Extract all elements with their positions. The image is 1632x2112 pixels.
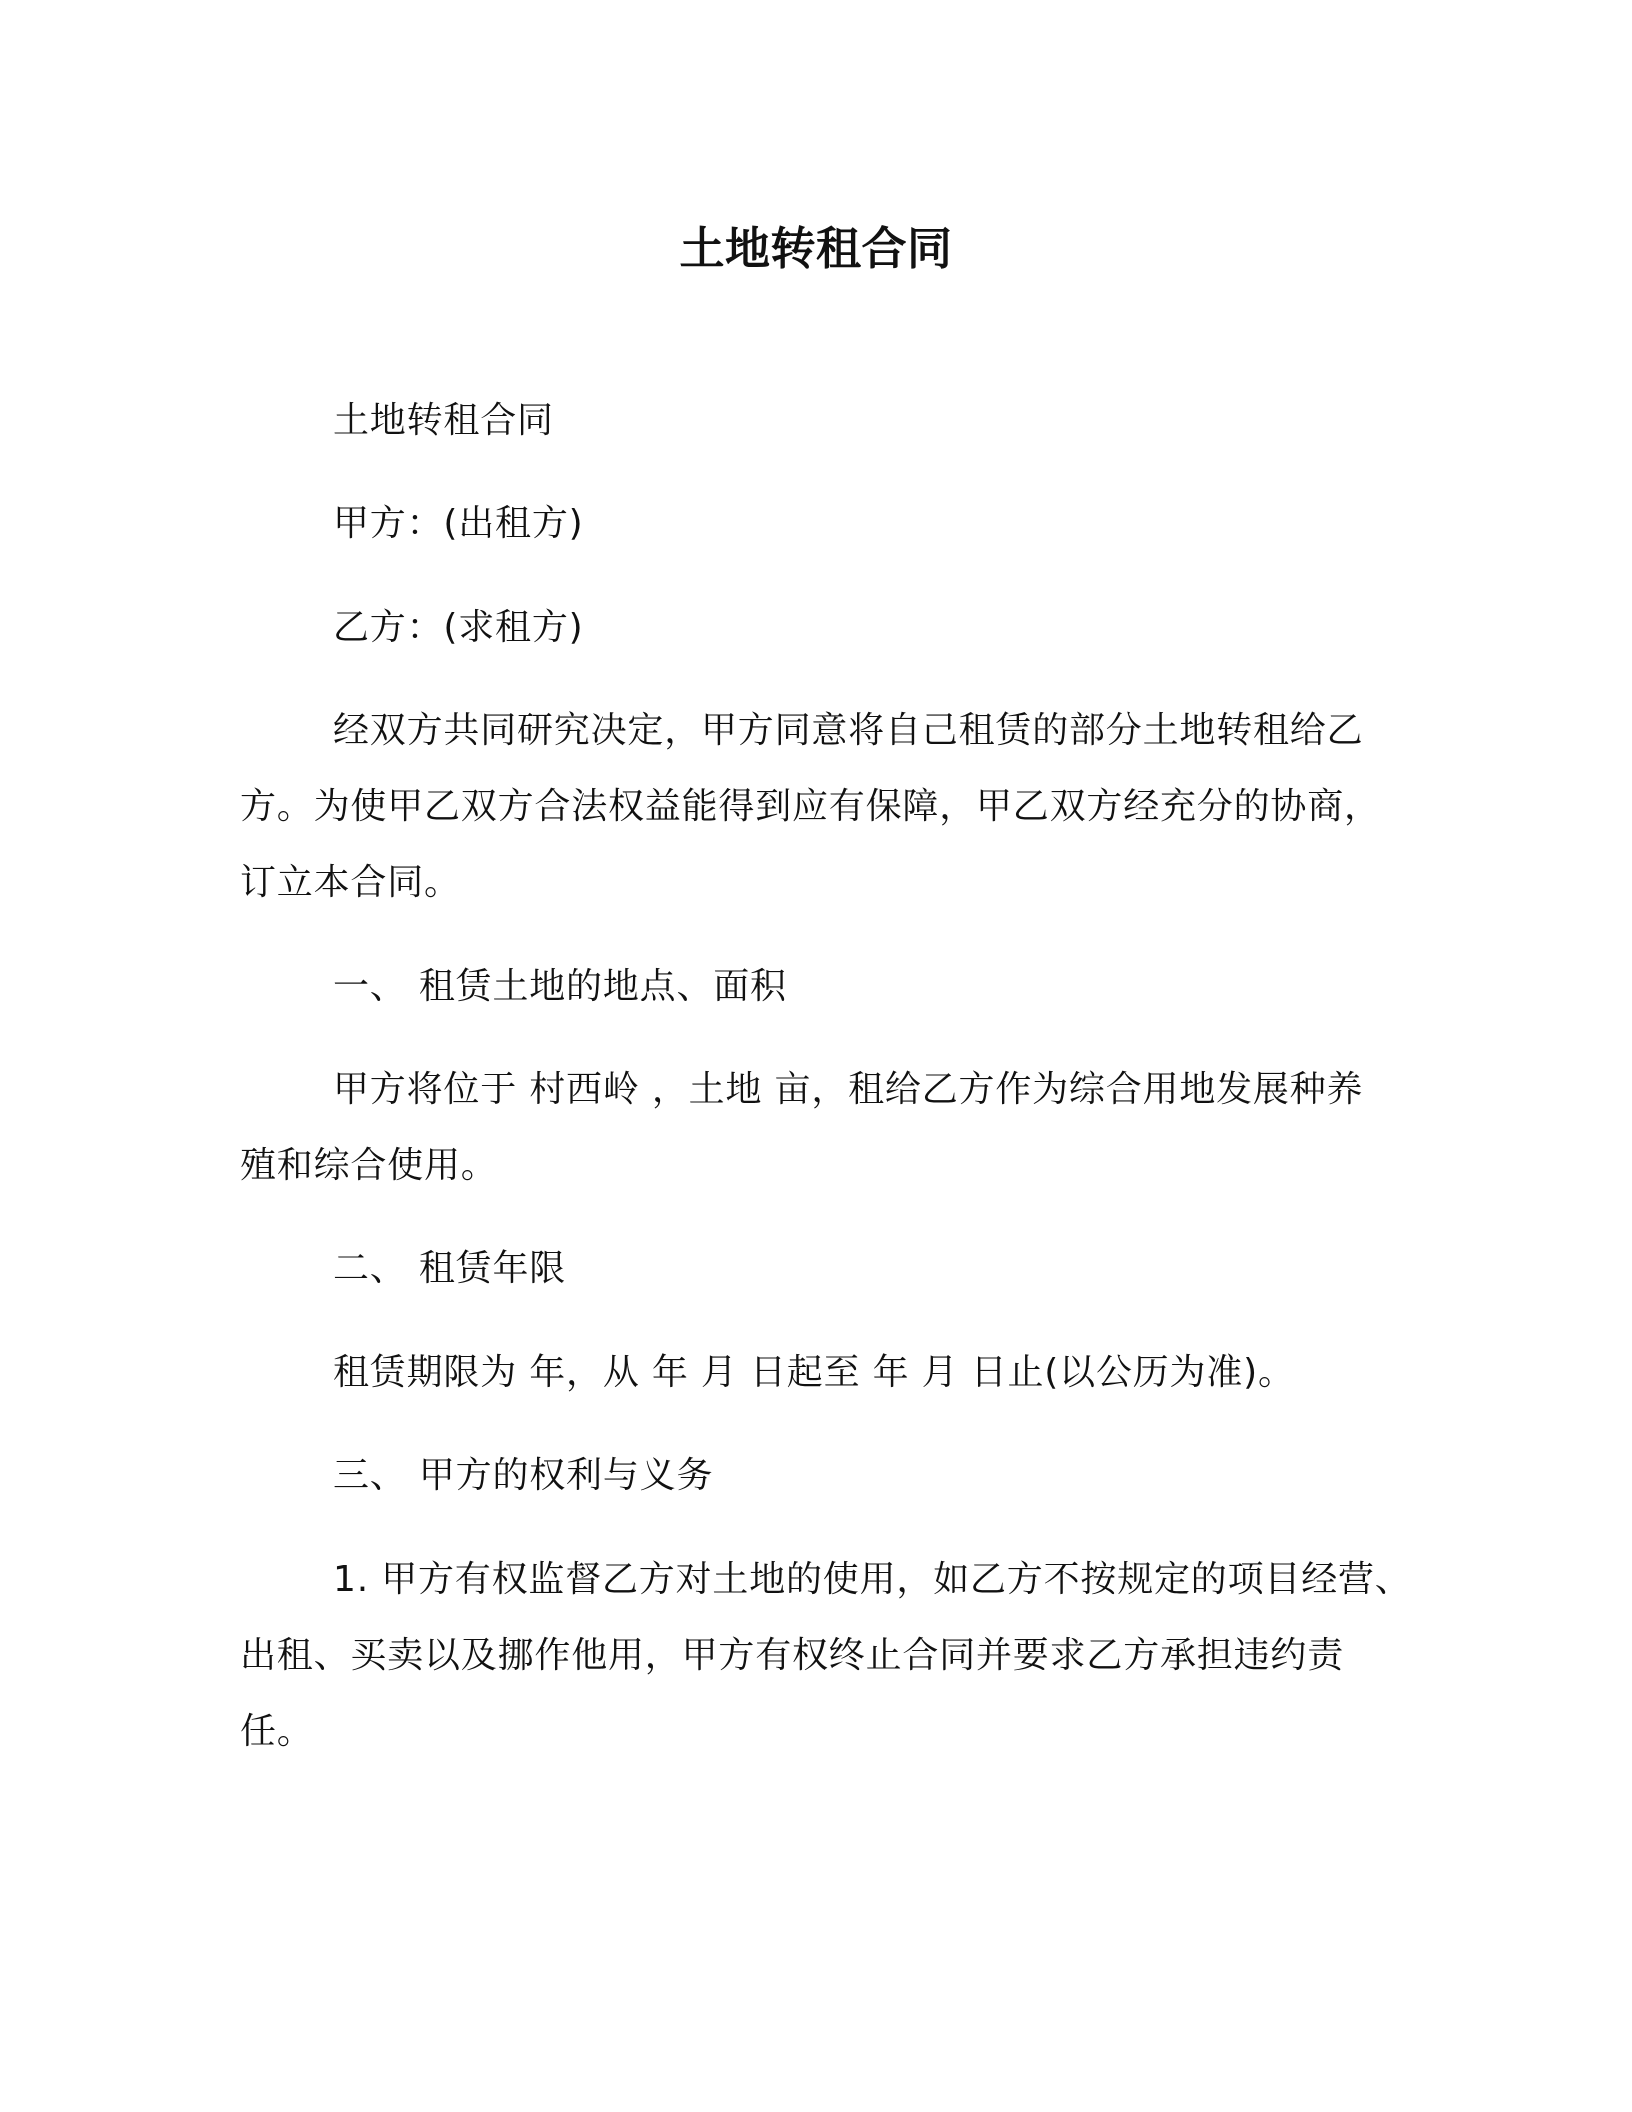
text-line: 二、 租赁年限 — [333, 1248, 567, 1290]
text-line: 任。 — [240, 1710, 314, 1752]
section-1-paragraph — [240, 1052, 1392, 1204]
party-a-line — [240, 486, 1392, 562]
text-line: 订立本合同。 — [240, 862, 461, 904]
section-3-heading — [240, 1438, 1392, 1514]
text-line: 乙方：(求租方) — [333, 606, 584, 648]
section-3-item-1 — [240, 1542, 1412, 1770]
text-line: 1. 甲方有权监督乙方对土地的使用，如乙方不按规定的项目经营、 — [333, 1558, 1412, 1600]
text-line: 出租、买卖以及挪作他用，甲方有权终止合同并要求乙方承担违约责 — [240, 1634, 1345, 1676]
text-line: 一、 租赁土地的地点、面积 — [333, 965, 787, 1007]
section-2-paragraph — [240, 1335, 1392, 1411]
text-line: 三、 甲方的权利与义务 — [333, 1455, 714, 1497]
section-1-heading — [240, 949, 1392, 1025]
text-line: 方。为使甲乙双方合法权益能得到应有保障，甲乙双方经充分的协商， — [240, 786, 1381, 828]
text-line: 殖和综合使用。 — [240, 1144, 498, 1186]
text-line: 租赁期限为 年，从 年 月 日起至 年 月 日止(以公历为准)。 — [333, 1351, 1295, 1393]
text-line: 经双方共同研究决定，甲方同意将自己租赁的部分土地转租给乙 — [333, 710, 1364, 752]
text-line: 甲方将位于 村西岭 ，土地 亩，租给乙方作为综合用地发展种养 — [333, 1068, 1364, 1110]
section-2-heading — [240, 1231, 1392, 1307]
preamble-paragraph — [240, 693, 1392, 921]
text-line: 土地转租合同 — [333, 400, 554, 441]
document-title: 土地转租合同 — [679, 222, 953, 275]
contract-name-line — [240, 383, 1392, 459]
text-line: 甲方：(出租方) — [333, 503, 584, 545]
party-b-line — [240, 590, 1392, 666]
